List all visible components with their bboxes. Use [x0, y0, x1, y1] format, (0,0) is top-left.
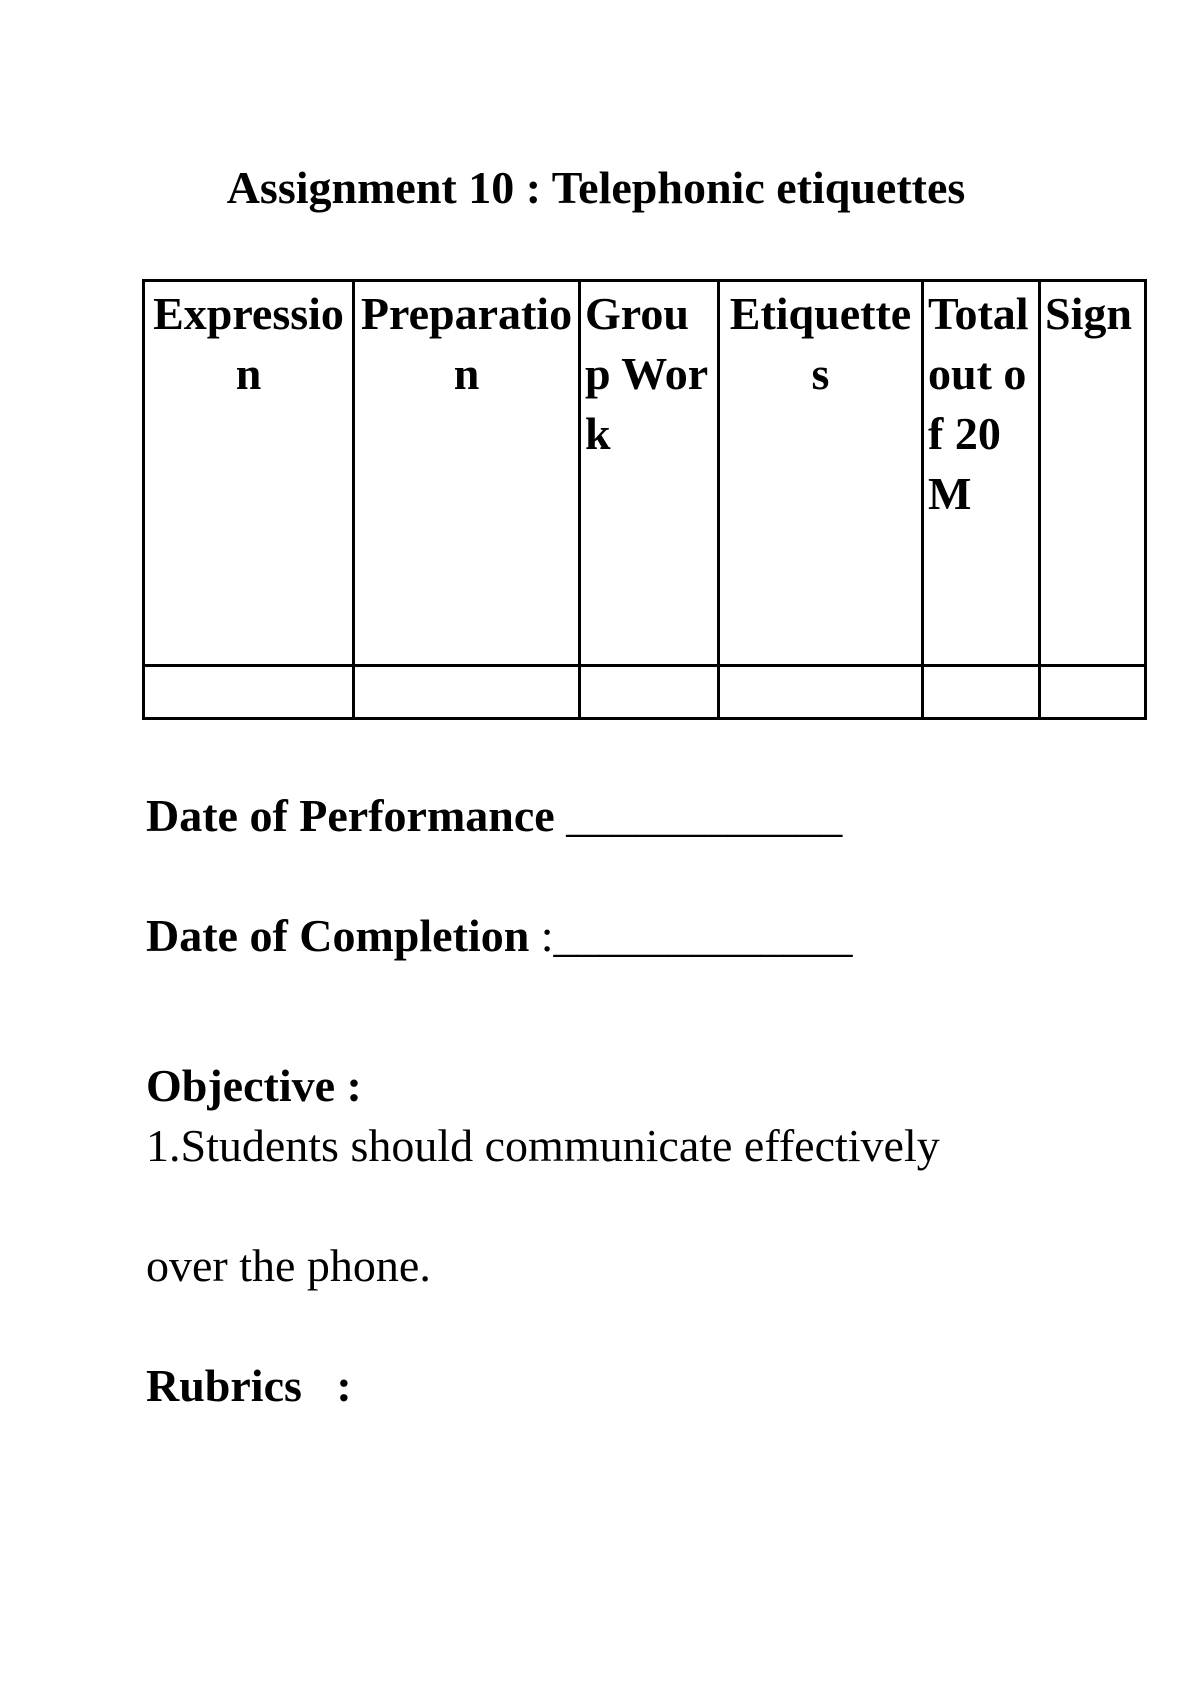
date-of-performance — [146, 786, 842, 846]
date-of-completion — [146, 906, 853, 966]
table-row — [144, 666, 1146, 719]
objective-line-1: 1.Students should communicate effectively — [146, 1120, 940, 1171]
completion-label: Date of Completion — [146, 910, 530, 961]
header-sign: Sign — [1040, 281, 1146, 666]
cell-total — [923, 666, 1040, 719]
completion-blank: :_____________ — [529, 910, 853, 961]
cell-expression — [144, 666, 354, 719]
objective-line-2: over the phone. — [146, 1240, 431, 1291]
rubrics-heading: Rubrics : — [146, 1360, 352, 1411]
header-expression: Expression — [144, 281, 354, 666]
performance-blank: ____________ — [554, 790, 843, 841]
header-preparation: Preparation — [354, 281, 580, 666]
cell-group-work — [580, 666, 719, 719]
header-group-work: Group Work — [580, 281, 719, 666]
header-etiquettes: Etiquettes — [719, 281, 923, 666]
assignment-title: Assignment 10 : Telephonic etiquettes — [226, 162, 966, 213]
rubric-table — [142, 279, 1147, 720]
cell-etiquettes — [719, 666, 923, 719]
cell-sign — [1040, 666, 1146, 719]
table-header-row — [144, 281, 1146, 666]
objective-heading: Objective : — [146, 1060, 362, 1111]
cell-preparation — [354, 666, 580, 719]
performance-label: Date of Performance — [146, 790, 555, 841]
header-total: Total out of 20 M — [923, 281, 1040, 666]
